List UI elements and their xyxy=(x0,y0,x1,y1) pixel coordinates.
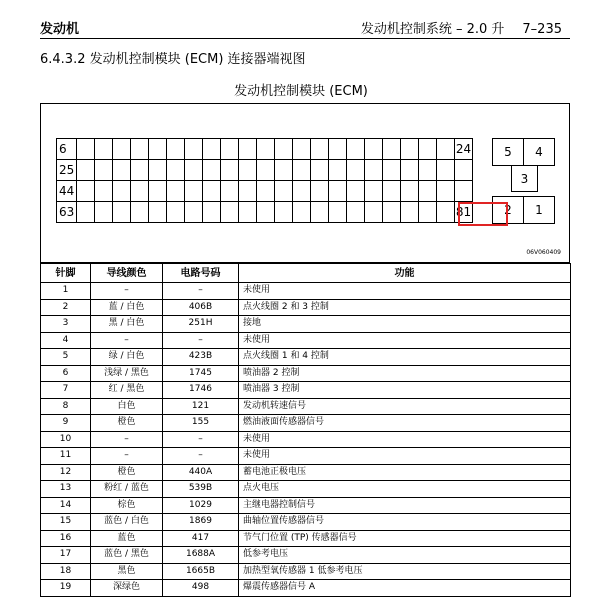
pin-number: 16 xyxy=(41,530,91,547)
pin-number: 19 xyxy=(41,580,91,597)
table-row xyxy=(41,547,571,564)
wire-color: 深绿色 xyxy=(91,580,163,597)
function: 喷油器 3 控制 xyxy=(239,382,571,399)
wire-color: 蓝色 xyxy=(91,530,163,547)
circuit-number: 498 xyxy=(163,580,239,597)
connector-cell xyxy=(293,160,311,181)
table-row xyxy=(41,448,571,465)
connector-cell xyxy=(401,181,419,202)
pin-number: 18 xyxy=(41,563,91,580)
connector-cell xyxy=(437,139,455,160)
connector-cell xyxy=(95,181,113,202)
circuit-number: 155 xyxy=(163,415,239,432)
connector-row xyxy=(57,181,473,202)
wire-color: – xyxy=(91,431,163,448)
connector-cell xyxy=(149,160,167,181)
pin-number: 7 xyxy=(41,382,91,399)
function: 未使用 xyxy=(239,448,571,465)
connector-cell xyxy=(185,181,203,202)
connector-cell xyxy=(311,181,329,202)
table-row xyxy=(41,332,571,349)
circuit-number: 121 xyxy=(163,398,239,415)
connector-cell xyxy=(383,181,401,202)
wire-color: 橙色 xyxy=(91,415,163,432)
table-row xyxy=(41,497,571,514)
connector-cell xyxy=(221,181,239,202)
connector-row xyxy=(57,202,473,223)
table-row xyxy=(41,431,571,448)
col-wire-color: 导线颜色 xyxy=(91,264,163,283)
connector-cell xyxy=(113,202,131,223)
function: 燃油液面传感器信号 xyxy=(239,415,571,432)
figure-code: 06V060409 xyxy=(526,249,561,256)
circuit-number: 1746 xyxy=(163,382,239,399)
pin-number: 1 xyxy=(41,283,91,300)
pin-table-header xyxy=(41,264,571,283)
connector-cell xyxy=(365,160,383,181)
connector-cell xyxy=(239,181,257,202)
connector-cell xyxy=(77,139,95,160)
table-row xyxy=(41,464,571,481)
connector-cell xyxy=(365,181,383,202)
wire-color: 浅绿 / 黑色 xyxy=(91,365,163,382)
connector-cell xyxy=(113,139,131,160)
function: 加热型氧传感器 1 低参考电压 xyxy=(239,563,571,580)
pin-number: 13 xyxy=(41,481,91,498)
pin-number: 6 xyxy=(41,365,91,382)
pin-number: 10 xyxy=(41,431,91,448)
pin-number: 2 xyxy=(41,299,91,316)
connector-cell xyxy=(329,139,347,160)
pin-number: 3 xyxy=(41,316,91,333)
function: 主继电器控制信号 xyxy=(239,497,571,514)
page-number: 7–235 xyxy=(522,22,562,37)
connector-cell xyxy=(293,202,311,223)
wire-color: 棕色 xyxy=(91,497,163,514)
connector-cell xyxy=(347,139,365,160)
power-pin-3: 3 xyxy=(511,165,538,192)
col-circuit: 电路号码 xyxy=(163,264,239,283)
connector-cell xyxy=(203,139,221,160)
connector-cell xyxy=(293,181,311,202)
circuit-number: 1029 xyxy=(163,497,239,514)
connector-cell xyxy=(203,202,221,223)
table-row xyxy=(41,382,571,399)
connector-cell xyxy=(185,139,203,160)
pin-number: 15 xyxy=(41,514,91,531)
connector-cell xyxy=(383,202,401,223)
connector-cell: 25 xyxy=(57,160,77,181)
connector-cell xyxy=(167,139,185,160)
connector-cell: 81 xyxy=(455,202,473,223)
circuit-number: 423B xyxy=(163,349,239,366)
connector-cell xyxy=(347,181,365,202)
connector-cell xyxy=(167,160,185,181)
connector-cell xyxy=(77,181,95,202)
connector-cell xyxy=(293,139,311,160)
table-row xyxy=(41,481,571,498)
connector-cell xyxy=(275,160,293,181)
wire-color: – xyxy=(91,283,163,300)
pin-number: 9 xyxy=(41,415,91,432)
connector-cell xyxy=(365,202,383,223)
connector-cell xyxy=(257,202,275,223)
wire-color: 绿 / 白色 xyxy=(91,349,163,366)
function: 未使用 xyxy=(239,283,571,300)
connector-cell xyxy=(311,160,329,181)
connector-cell xyxy=(437,202,455,223)
circuit-number: – xyxy=(163,332,239,349)
connector-cell xyxy=(437,160,455,181)
circuit-number: 417 xyxy=(163,530,239,547)
connector-cell xyxy=(329,181,347,202)
connector-cell: 6 xyxy=(57,139,77,160)
power-pin-1: 1 xyxy=(523,196,555,224)
connector-cell xyxy=(329,160,347,181)
table-row xyxy=(41,415,571,432)
connector-cell xyxy=(275,202,293,223)
function: 未使用 xyxy=(239,332,571,349)
connector-row xyxy=(57,139,473,160)
connector-cell xyxy=(221,202,239,223)
table-row xyxy=(41,349,571,366)
connector-cell xyxy=(311,139,329,160)
circuit-number: 1745 xyxy=(163,365,239,382)
section-heading: 6.4.3.2 发动机控制模块 (ECM) 连接器端视图 xyxy=(40,52,306,67)
wire-color: 粉红 / 蓝色 xyxy=(91,481,163,498)
circuit-number: 406B xyxy=(163,299,239,316)
circuit-number: – xyxy=(163,448,239,465)
col-pin: 针脚 xyxy=(41,264,91,283)
connector-cell xyxy=(419,181,437,202)
circuit-number: 440A xyxy=(163,464,239,481)
connector-cell xyxy=(239,202,257,223)
connector-cell xyxy=(113,181,131,202)
wire-color: 黑色 xyxy=(91,563,163,580)
connector-cell xyxy=(401,139,419,160)
wire-color: 橙色 xyxy=(91,464,163,481)
connector-cell xyxy=(257,139,275,160)
connector-cell xyxy=(167,181,185,202)
connector-cell xyxy=(455,181,473,202)
col-function: 功能 xyxy=(239,264,571,283)
connector-cell xyxy=(329,202,347,223)
connector-cell: 63 xyxy=(57,202,77,223)
connector-cell xyxy=(347,160,365,181)
wire-color: – xyxy=(91,448,163,465)
function: 发动机转速信号 xyxy=(239,398,571,415)
power-pin-4: 4 xyxy=(523,138,555,166)
connector-cell xyxy=(95,202,113,223)
pin-number: 5 xyxy=(41,349,91,366)
connector-cell xyxy=(419,160,437,181)
connector-cell xyxy=(203,160,221,181)
circuit-number: 1665B xyxy=(163,563,239,580)
wire-color: 白色 xyxy=(91,398,163,415)
connector-row xyxy=(57,160,473,181)
connector-cell xyxy=(95,160,113,181)
function: 接地 xyxy=(239,316,571,333)
connector-cell xyxy=(131,202,149,223)
connector-cell xyxy=(77,160,95,181)
wire-color: 黑 / 白色 xyxy=(91,316,163,333)
connector-cell xyxy=(149,181,167,202)
circuit-number: – xyxy=(163,431,239,448)
connector-cell: 44 xyxy=(57,181,77,202)
connector-cell xyxy=(383,139,401,160)
power-pin-2: 2 xyxy=(492,196,524,224)
table-row xyxy=(41,365,571,382)
connector-cell xyxy=(239,160,257,181)
connector-cell xyxy=(203,181,221,202)
table-row xyxy=(41,514,571,531)
connector-cell xyxy=(77,202,95,223)
connector-cell xyxy=(275,139,293,160)
connector-cell xyxy=(437,181,455,202)
circuit-number: 1688A xyxy=(163,547,239,564)
power-pin-5: 5 xyxy=(492,138,524,166)
table-row xyxy=(41,563,571,580)
table-row xyxy=(41,299,571,316)
connector-cell xyxy=(167,202,185,223)
header-rule xyxy=(40,38,570,39)
wire-color: 蓝色 / 黑色 xyxy=(91,547,163,564)
connector-cell xyxy=(221,160,239,181)
header-section-title: 发动机 xyxy=(40,22,80,37)
connector-cell xyxy=(149,139,167,160)
function: 点火线圈 2 和 3 控制 xyxy=(239,299,571,316)
connector-cell xyxy=(185,160,203,181)
table-row xyxy=(41,283,571,300)
circuit-number: 251H xyxy=(163,316,239,333)
connector-diagram xyxy=(40,103,570,263)
function: 爆震传感器信号 A xyxy=(239,580,571,597)
figure-title: 发动机控制模块 (ECM) xyxy=(234,84,368,99)
connector-cell xyxy=(221,139,239,160)
function: 节气门位置 (TP) 传感器信号 xyxy=(239,530,571,547)
connector-cell xyxy=(95,139,113,160)
pin-table xyxy=(40,263,571,597)
circuit-number: – xyxy=(163,283,239,300)
wire-color: 蓝色 / 白色 xyxy=(91,514,163,531)
circuit-number: 1869 xyxy=(163,514,239,531)
table-row xyxy=(41,530,571,547)
connector-cell xyxy=(275,181,293,202)
wire-color: 蓝 / 白色 xyxy=(91,299,163,316)
connector-pin-grid xyxy=(56,138,473,223)
connector-cell xyxy=(311,202,329,223)
connector-cell: 24 xyxy=(455,139,473,160)
function: 点火线圈 1 和 4 控制 xyxy=(239,349,571,366)
header-chapter xyxy=(361,18,562,37)
pin-number: 4 xyxy=(41,332,91,349)
wire-color: 红 / 黑色 xyxy=(91,382,163,399)
connector-cell xyxy=(185,202,203,223)
pin-number: 17 xyxy=(41,547,91,564)
connector-cell xyxy=(455,160,473,181)
pin-number: 11 xyxy=(41,448,91,465)
connector-cell xyxy=(149,202,167,223)
connector-cell xyxy=(383,160,401,181)
connector-cell xyxy=(131,139,149,160)
header-chapter-title: 发动机控制系统 – 2.0 升 xyxy=(360,22,505,37)
function: 曲轴位置传感器信号 xyxy=(239,514,571,531)
function: 喷油器 2 控制 xyxy=(239,365,571,382)
pin-number: 12 xyxy=(41,464,91,481)
connector-cell xyxy=(239,139,257,160)
connector-cell xyxy=(113,160,131,181)
pin-81-highlight xyxy=(458,202,508,226)
function: 蓄电池正极电压 xyxy=(239,464,571,481)
connector-cell xyxy=(419,202,437,223)
connector-cell xyxy=(257,160,275,181)
connector-cell xyxy=(347,202,365,223)
connector-cell xyxy=(419,139,437,160)
circuit-number: 539B xyxy=(163,481,239,498)
connector-cell xyxy=(131,160,149,181)
function: 低参考电压 xyxy=(239,547,571,564)
connector-cell xyxy=(401,202,419,223)
pin-number: 14 xyxy=(41,497,91,514)
connector-cell xyxy=(401,160,419,181)
pin-number: 8 xyxy=(41,398,91,415)
connector-cell xyxy=(365,139,383,160)
function: 点火电压 xyxy=(239,481,571,498)
table-row xyxy=(41,398,571,415)
connector-cell xyxy=(131,181,149,202)
table-row xyxy=(41,316,571,333)
connector-cell xyxy=(257,181,275,202)
wire-color: – xyxy=(91,332,163,349)
function: 未使用 xyxy=(239,431,571,448)
